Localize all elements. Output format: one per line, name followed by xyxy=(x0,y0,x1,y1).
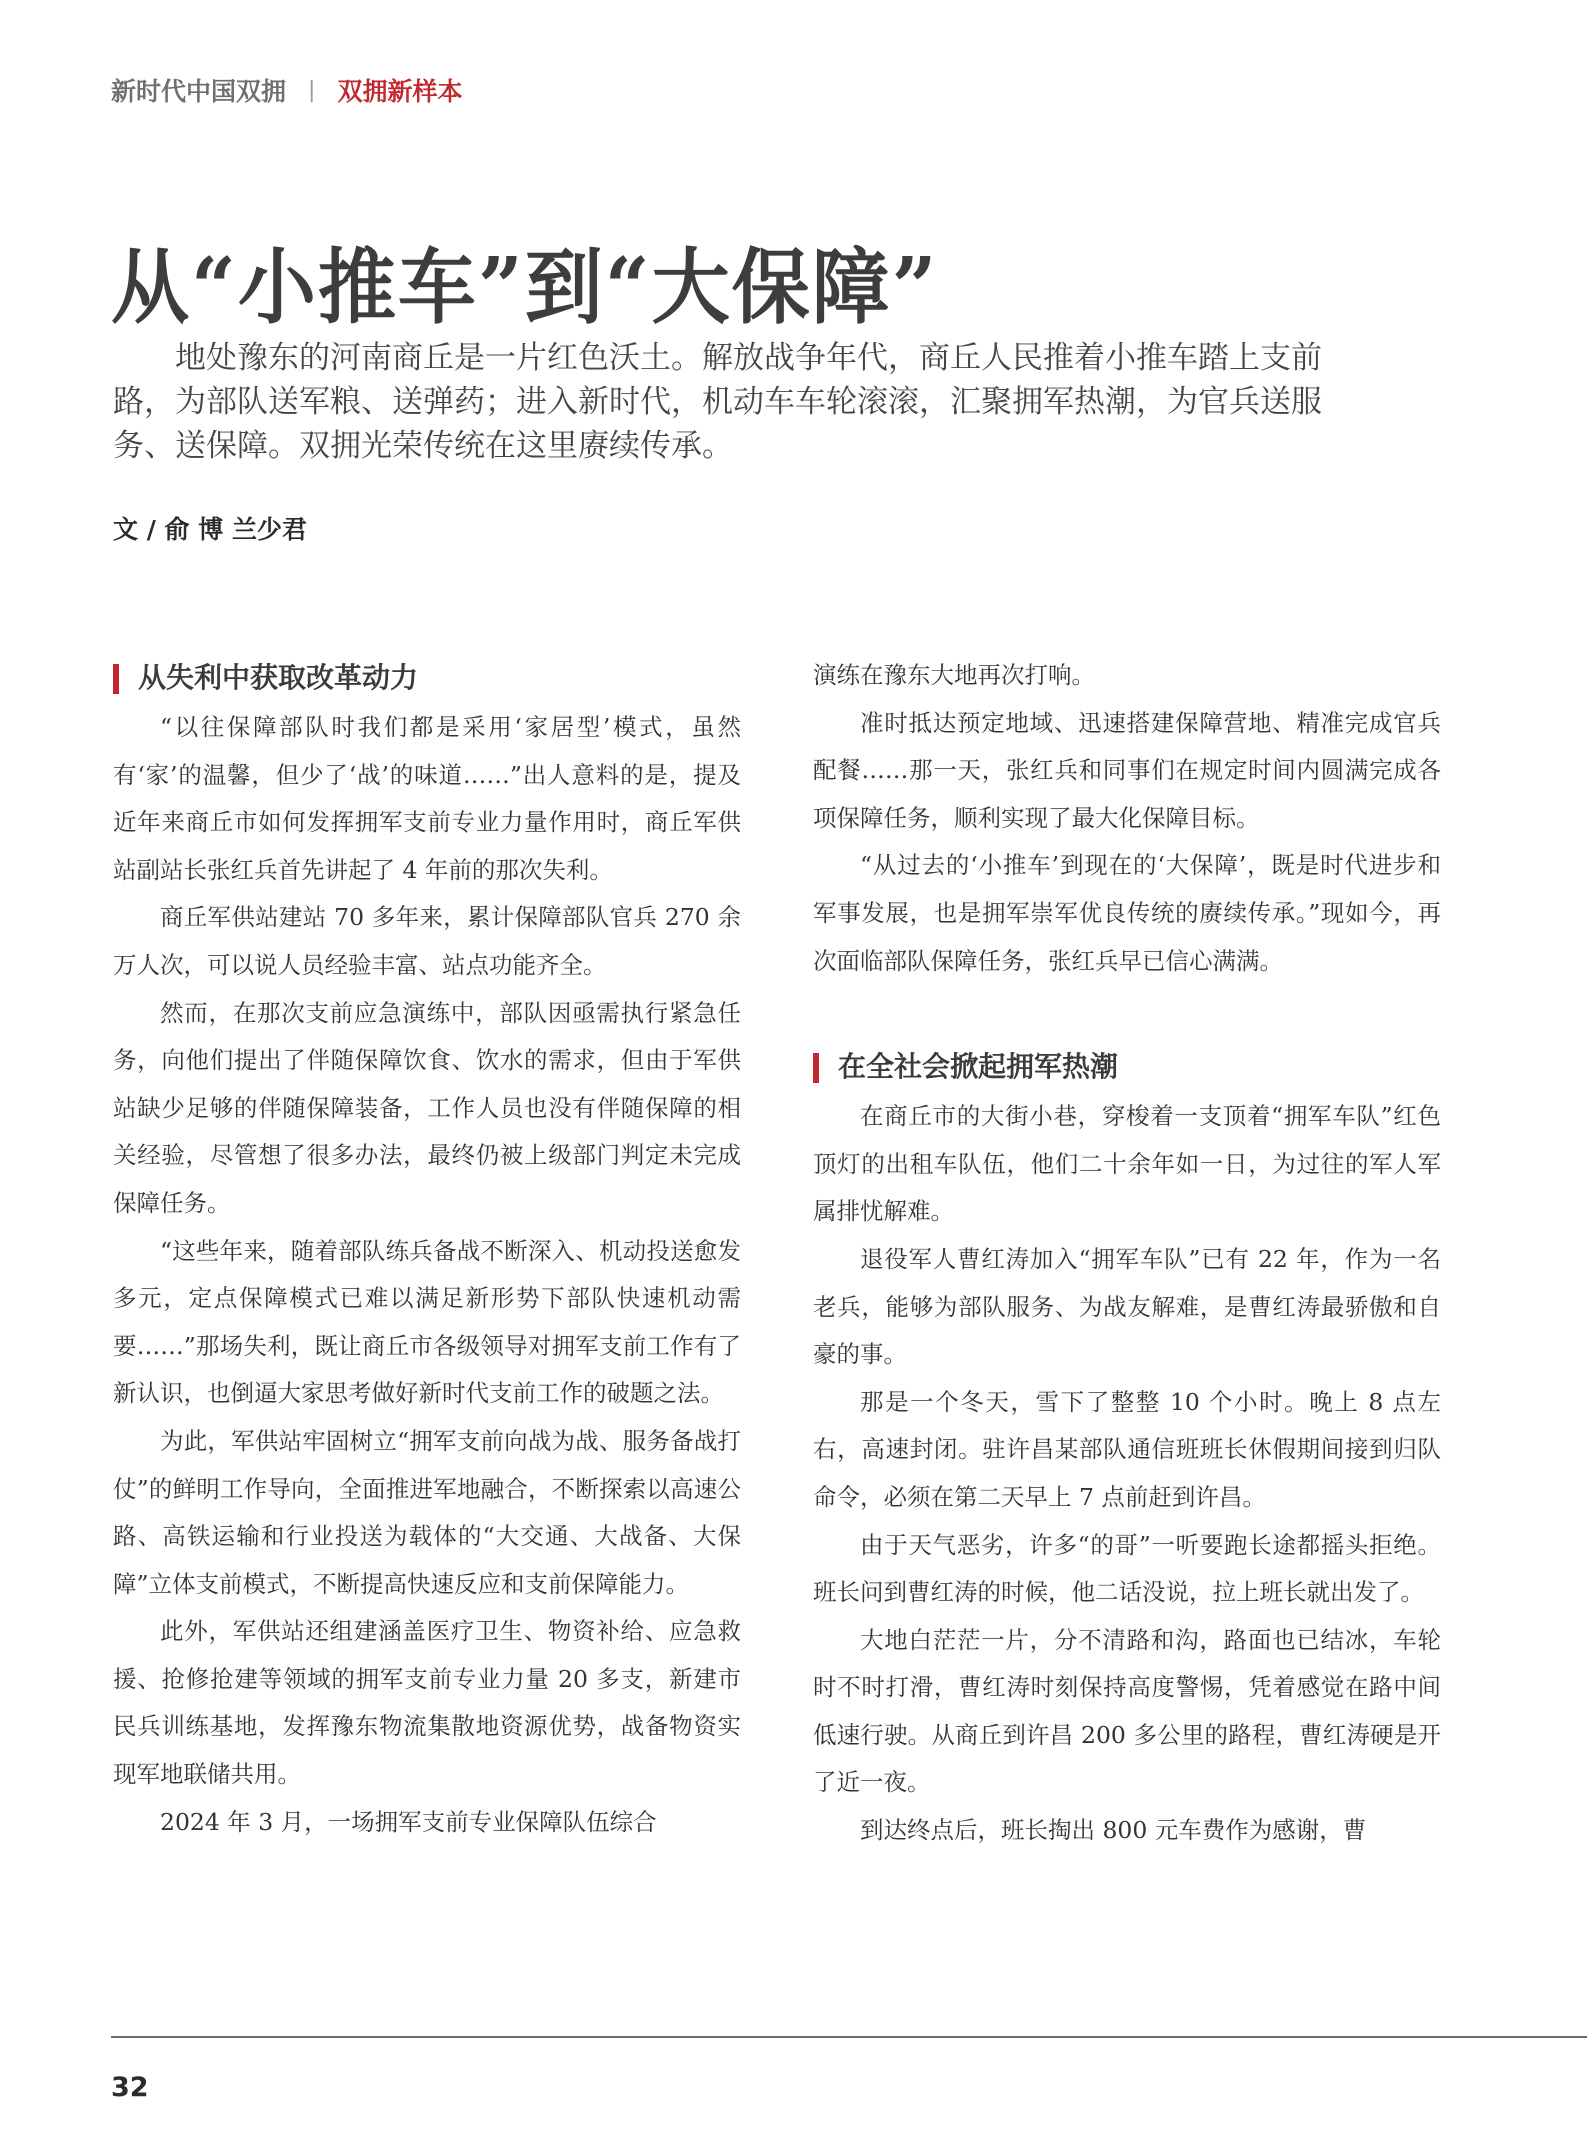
page-number: 32 xyxy=(111,2072,149,2103)
article-intro: 地处豫东的河南商丘是一片红色沃土。解放战争年代，商丘人民推着小推车踏上支前路，为部队送军粮、送弹药；进入新时代，机动车车轮滚滚，汇聚拥军热潮，为官兵送服务、送保障。双拥光荣传统在这里赓续传承。 xyxy=(113,340,1322,464)
paragraph: 2024 年 3 月，一场拥军支前专业保障队伍综合 xyxy=(160,1807,657,1836)
article-title: 从“小推车”到“大保障” xyxy=(111,239,939,336)
paragraph: 准时抵达预定地域、迅速搭建保障营地、精准完成官兵配餐……那一天，张红兵和同事们在规定时间内圆满完成各项保障任务，顺利实现了最大化保障目标。 xyxy=(813,708,1441,832)
series-name: 新时代中国双拥 xyxy=(111,77,287,106)
paragraph: “这些年来，随着部队练兵备战不断深入、机动投送愈发多元，定点保障模式已难以满足新形势下部队快速机动需要……”那场失利，既让商丘市各级领导对拥军支前工作有了新认识，也倒逼大家思考做好新时代支前工作的破题之法。 xyxy=(113,1236,741,1408)
paragraph-continuation: 演练在豫东大地再次打响。 xyxy=(813,661,1095,689)
paragraph: 为此，军供站牢固树立“拥军支前向战为战、服务备战打仗”的鲜明工作导向，全面推进军地融合，不断探索以高速公路、高铁运输和行业投送为载体的“大交通、大战备、大保障”立体支前模式，不断提高快速反应和支前保障能力。 xyxy=(113,1426,741,1598)
section-marker-icon xyxy=(813,1053,819,1083)
header-separator: | xyxy=(308,77,316,103)
paragraph: 那是一个冬天，雪下了整整 10 个小时。晚上 8 点左右，高速封闭。驻许昌某部队通信班班长休假期间接到归队命令，必须在第二天早上 7 点前赶到许昌。 xyxy=(813,1387,1441,1511)
footer-rule xyxy=(111,2036,1587,2038)
paragraph: 到达终点后，班长掏出 800 元车费作为感谢，曹 xyxy=(860,1816,1367,1845)
paragraph: 商丘军供站建站 70 多年来，累计保障部队官兵 270 余万人次，可以说人员经验丰富、站点功能齐全。 xyxy=(113,903,741,979)
section-heading xyxy=(813,1041,1441,1093)
paragraph: 此外，军供站还组建涵盖医疗卫生、物资补给、应急救援、抢修抢建等领域的拥军支前专业力量 20 多支，新建市民兵训练基地，发挥豫东物流集散地资源优势，战备物资实现军地联储共用。 xyxy=(113,1617,741,1789)
running-header xyxy=(111,70,462,110)
paragraph: 在商丘市的大街小巷，穿梭着一支顶着“拥军车队”红色顶灯的出租车队伍，他们二十余年如一日，为过往的军人军属排忧解难。 xyxy=(813,1102,1441,1226)
section-heading-text: 在全社会掀起拥军热潮 xyxy=(838,1050,1119,1084)
paragraph: 然而，在那次支前应急演练中，部队因亟需执行紧急任务，向他们提出了伴随保障饮食、饮水的需求，但由于军供站缺少足够的伴随保障装备，工作人员也没有伴随保障的相关经验，尽管想了很多办法，最终仍被上级部门判定未完成保障任务。 xyxy=(113,998,741,1217)
paragraph: 退役军人曹红涛加入“拥军车队”已有 22 年，作为一名老兵，能够为部队服务、为战友解难，是曹红涛最骄傲和自豪的事。 xyxy=(813,1244,1441,1369)
section-marker-icon xyxy=(113,664,119,694)
byline: 文 / 俞 博 兰少君 xyxy=(113,515,307,544)
paragraph: 大地白茫茫一片，分不清路和沟，路面也已结冰，车轮时不时打滑，曹红涛时刻保持高度警惕，凭着感觉在路中间低速行驶。从商丘到许昌 200 多公里的路程，曹红涛硬是开了近一夜。 xyxy=(813,1625,1441,1797)
left-column xyxy=(113,652,741,1846)
paragraph: 由于天气恶劣，许多“的哥”一听要跑长途都摇头拒绝。班长问到曹红涛的时候，他二话没说，拉上班长就出发了。 xyxy=(813,1530,1441,1607)
section-heading-text: 从失利中获取改革动力 xyxy=(138,661,419,694)
section-heading xyxy=(113,652,741,704)
right-column xyxy=(813,652,1441,1855)
paragraph: “以往保障部队时我们都是采用‘家居型’模式，虽然有‘家’的温馨，但少了‘战’的味道……”出人意料的是，提及近年来商丘市如何发挥拥军支前专业力量作用时，商丘军供站副站长张红兵首先讲起了 4 年前的那次失利。 xyxy=(113,713,741,884)
section-gap xyxy=(813,985,1441,1041)
paragraph: “从过去的‘小推车’到现在的‘大保障’，既是时代进步和军事发展，也是拥军崇军优良传统的赓续传承。”现如今，再次面临部队保障任务，张红兵早已信心满满。 xyxy=(813,851,1441,975)
column-name: 双拥新样本 xyxy=(337,77,463,106)
